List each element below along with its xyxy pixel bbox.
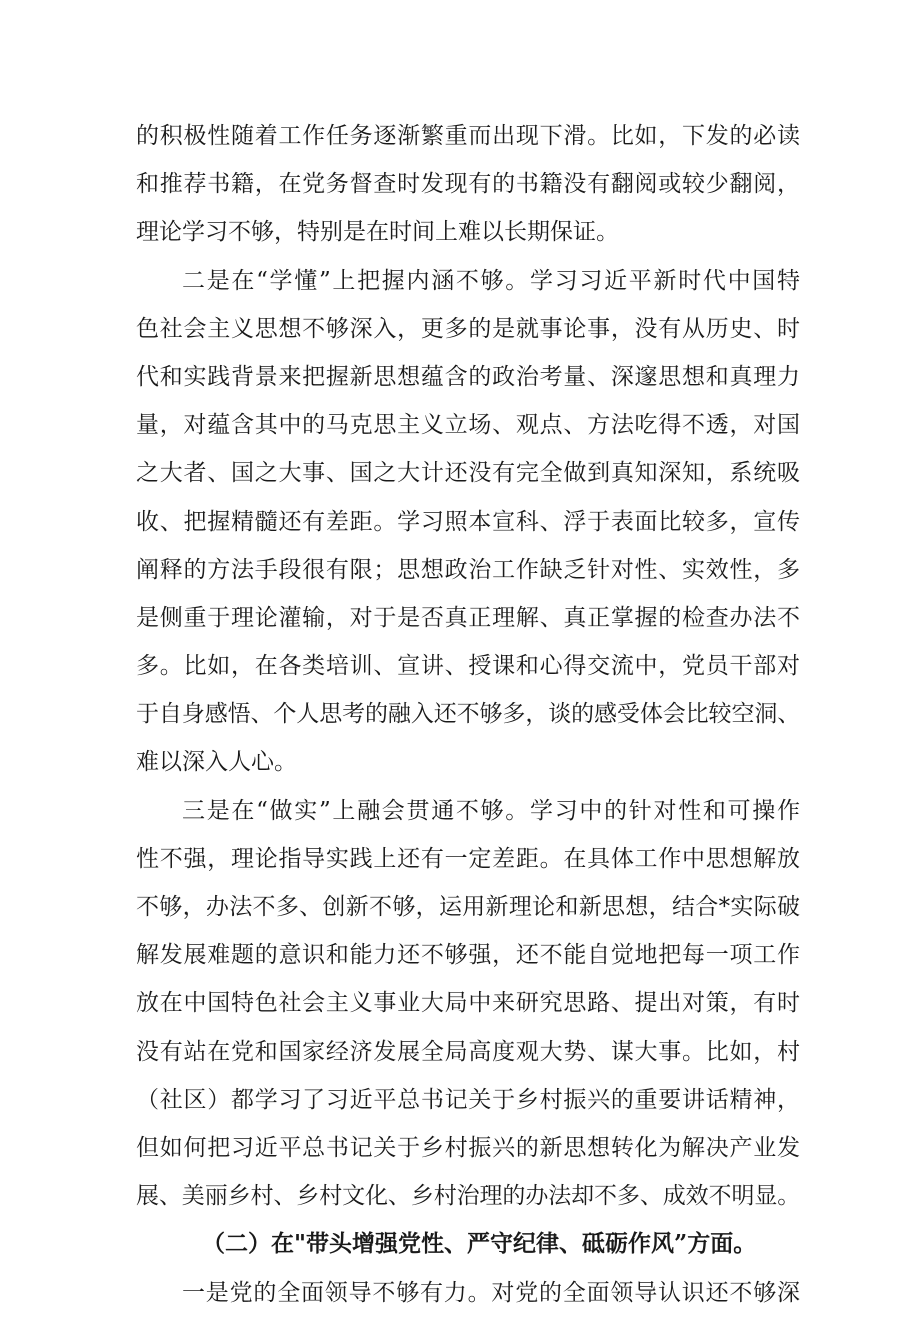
text-line: 性不强，理论指导实践上还有一定差距。在具体工作中思想解放 <box>136 845 800 872</box>
text-line: 色社会主义思想不够深入，更多的是就事论事，没有从历史、时 <box>136 315 800 342</box>
text-line: 解发展难题的意识和能力还不够强，还不能自觉地把每一项工作 <box>136 942 800 969</box>
text-line: 没有站在党和国家经济发展全局高度观大势、谋大事。比如，村 <box>136 1038 800 1065</box>
text-line: 展、美丽乡村、乡村文化、乡村治理的办法却不多、成效不明显。 <box>136 1183 800 1210</box>
paragraph-start-line: 三是在“做实”上融会贯通不够。学习中的针对性和可操作 <box>182 797 800 824</box>
paragraph-start-line: 二是在“学懂”上把握内涵不够。学习习近平新时代中国特 <box>182 267 800 294</box>
text-line: 不够，办法不多、创新不够，运用新理论和新思想，结合*实际破 <box>136 894 800 920</box>
text-line: 量，对蕴含其中的马克思主义立场、观点、方法吃得不透，对国 <box>136 412 800 439</box>
text-line: 但如何把习近平总书记关于乡村振兴的新思想转化为解决产业发 <box>136 1134 800 1161</box>
text-line: 阐释的方法手段很有限；思想政治工作缺乏针对性、实效性，多 <box>136 556 800 583</box>
document-body <box>136 112 800 1317</box>
text-line: 代和实践背景来把握新思想蕴含的政治考量、深邃思想和真理力 <box>136 363 800 390</box>
text-line: 是侧重于理论灌输，对于是否真正理解、真正掌握的检查办法不 <box>136 604 800 631</box>
text-line: 和推荐书籍，在党务督查时发现有的书籍没有翻阅或较少翻阅， <box>136 171 800 198</box>
section-heading: （二）在"带头增强党性、严守纪律、砥砺作风”方面。 <box>202 1230 757 1258</box>
text-line: 多。比如，在各类培训、宣讲、授课和心得交流中，党员干部对 <box>136 653 800 680</box>
text-line: 理论学习不够，特别是在时间上难以长期保证。 <box>136 219 619 246</box>
text-line: （社区）都学习了习近平总书记关于乡村振兴的重要讲话精神， <box>136 1086 800 1113</box>
text-line: 于自身感悟、个人思考的融入还不够多，谈的感受体会比较空洞、 <box>136 701 800 728</box>
text-line: 之大者、国之大事、国之大计还没有完全做到真知深知，系统吸 <box>136 460 800 487</box>
text-line: 放在中国特色社会主义事业大局中来研究思路、提出对策，有时 <box>136 990 800 1017</box>
text-line: 难以深入人心。 <box>136 749 297 776</box>
text-line: 收、把握精髓还有差距。学习照本宣科、浮于表面比较多，宣传 <box>136 508 800 535</box>
text-line: 的积极性随着工作任务逐渐繁重而出现下滑。比如，下发的必读 <box>136 123 800 149</box>
paragraph-start-line: 一是党的全面领导不够有力。对党的全面领导认识还不够深 <box>182 1279 800 1306</box>
